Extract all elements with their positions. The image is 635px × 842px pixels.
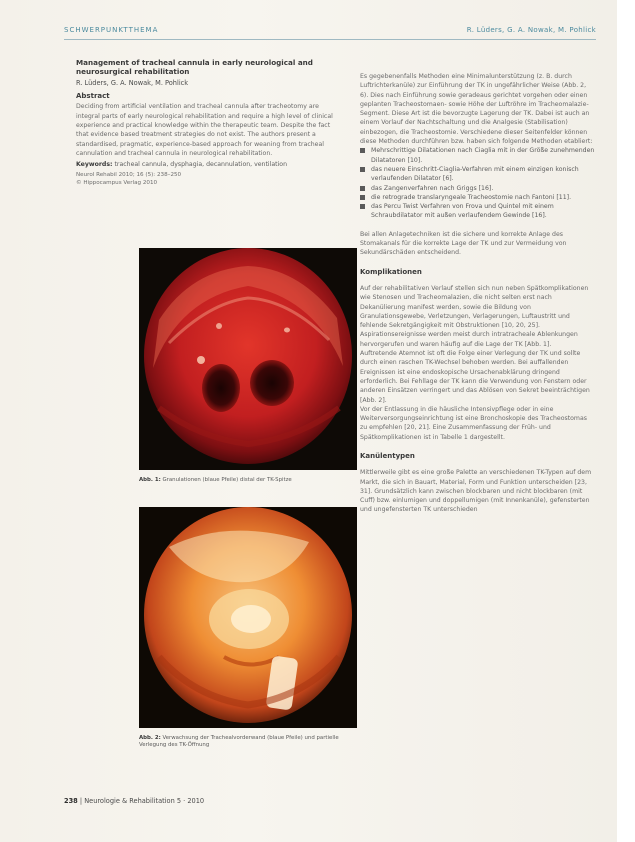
figure-2-label: Abb. 2: [139, 735, 161, 741]
keywords [76, 160, 341, 169]
cannula-types-paragraph: Mittlerweile gibt es eine große Palette an verschiedenen TK-Typen auf dem Markt, die sich in Bauart, Material, Form und Funktion unterscheiden [23, 31]. Grundsätzlich kann zwischen blockbaren und nicht blockbaren (mit Cuff) bzw. einlumigen und doppellumigen (mit Innenkanüle), gefensterten und ungefensterten TK unterschieden [360, 469, 592, 514]
citation-text: Neurol Rehabil 2010; 16 (5): 238–250 [76, 172, 182, 179]
heading-komplikationen: Komplikationen [360, 267, 422, 276]
figure-1-caption [139, 477, 357, 484]
article-authors: R. Lüders, G. A. Nowak, M. Pohlick [76, 78, 189, 87]
closing-paragraph: Bei allen Anlagetechniken ist die sichere und korrekte Anlage des Stomakanals für die korrekte Lage der TK und zur Vermeidung von Sekundärschäden entscheidend. [360, 230, 567, 257]
figure-2-caption [139, 735, 357, 750]
figure-1-endoscopy-image [139, 248, 357, 470]
figure-1-caption-text: Granulationen (blaue Pfeile) distal der TK-Spitze [162, 477, 292, 483]
intro-paragraph: Es gegebenenfalls Methoden eine Minimalunterstützung (z. B. durch Luftrichterkanüle) zur Einführung der TK in ungefährlicher Weise (Abb. 2, 6). Dies nach Einführung sowie geradeaus gerichtet vorgehen oder einen geplanten Tracheostomaen- sowie Höhe der Luftröhre im Tracheomalazie-Segment. Diese Art ist die bevorzugte Lagerung der TK. Dabei ist auch an einem Vorlauf der Nachtschaltung und die Analgesie (Stabilisation) einbezogen, die Tracheostomie. Verschiedene dieser Seitenfelder können diese Methoden durchführen bzw. haben sich folgende Methoden etabliert: [360, 73, 593, 146]
figure-2-endoscopy-image [139, 507, 357, 728]
technique-list [360, 146, 596, 220]
page-number: 238 [64, 797, 78, 805]
figure-1-label: Abb. 1: [139, 477, 161, 483]
figure-2-caption-text: Verwachsung der Trachealvorderwand (blaue Pfeile) und partielle Verlegung des TK-Öffnung [139, 735, 339, 749]
list-item: das neuere Einschritt-Ciaglia-Verfahren mit einem einzigen konisch verlaufenden Dilatator [6]. [360, 165, 596, 184]
journal-name: Neurologie & Rehabilitation 5 · 2010 [84, 797, 205, 805]
header-rule [64, 39, 596, 40]
list-item: Mehrschrittige Dilatationen nach Ciaglia mit in der Größe zunehmenden Dilatatoren [10]. [360, 146, 596, 165]
abstract-text: Deciding from artificial ventilation and tracheal cannula after tracheotomy are integral parts of early neurological rehabilitation and require a high level of clinical experience and practical knowledge within the therapeutic team. Despite the fact that evidence based treatment strategies do not exist. The authors present a standardised, pragmatic, experience-based approach for weaning from tracheal cannulation and tracheal cannula in neurological rehabilitation. [76, 103, 333, 157]
list-item: die retrograde translaryngeale Tracheostomie nach Fantoni [11]. [360, 193, 596, 202]
left-column [76, 58, 341, 187]
abstract-heading: Abstract [76, 92, 110, 101]
keywords-label: Keywords: [76, 161, 113, 169]
complications-paragraph-3: Vor der Entlassung in die häusliche Intensivpflege oder in eine Weiterversorgungseinrichtung ist eine Bronchoskopie des Tracheostomas zu empfehlen [20, 21]. Eine Zusammenfassung der Früh- und Spätkomplikationen ist in Tabelle 1 dargestellt. [360, 405, 587, 441]
heading-kanuelentypen: Kanülentypen [360, 451, 415, 460]
list-item: das Percu Twist Verfahren von Frova und Quintel mit einem Schraubdilatator mit außen verlaufendem Gewinde [16]. [360, 202, 596, 221]
running-header [64, 26, 596, 38]
right-column [360, 72, 596, 515]
english-title: Management of tracheal cannula in early neurological and neurosurgical rehabilitation [76, 58, 313, 77]
complications-paragraph-2: Auftretende Atemnot ist oft die Folge einer Verlegung der TK und sollte durch einen raschen TK-Wechsel behoben werden. Bei auffallenden Ereignissen ist eine endoskopische Ursachenabklärung dringend erforderlich. Bei Fehllage der TK kann die Verwendung von Fenstern oder anderen Einsätzen verringert und das Ablösen von Sekret beeinträchtigen [Abb. 2]. [360, 350, 590, 404]
header-authors: R. Lüders, G. A. Nowak, M. Pohlick [466, 26, 596, 34]
footer-separator: | [79, 797, 85, 805]
complications-paragraph-1: Auf der rehabilitativen Verlauf stellen sich nun neben Spätkomplikationen wie Stenosen und Tracheomalazien, die nicht selten erst nach Dekanülierung manifest werden, sowie die Bildung von Granulationsgewebe, Verletzungen, Verlagerungen, Luftaustritt und fehlende Sekretgängigkeit mit Obstruktionen [10, 20, 25]. Aspirationsereignisse werden meist durch intratracheale Ablenkungen hervorgerufen und waren häufig auf die Lage der TK [Abb. 1]. [360, 284, 589, 348]
keywords-text: tracheal cannula, dysphagia, decannulation, ventilation [114, 161, 287, 169]
citation [76, 172, 341, 187]
copyright-text: © Hippocampus Verlag 2010 [76, 179, 158, 186]
page-footer [64, 797, 204, 805]
section-label: SCHWERPUNKTTHEMA [64, 26, 159, 34]
list-item: das Zangenverfahren nach Griggs [16]. [360, 184, 596, 193]
